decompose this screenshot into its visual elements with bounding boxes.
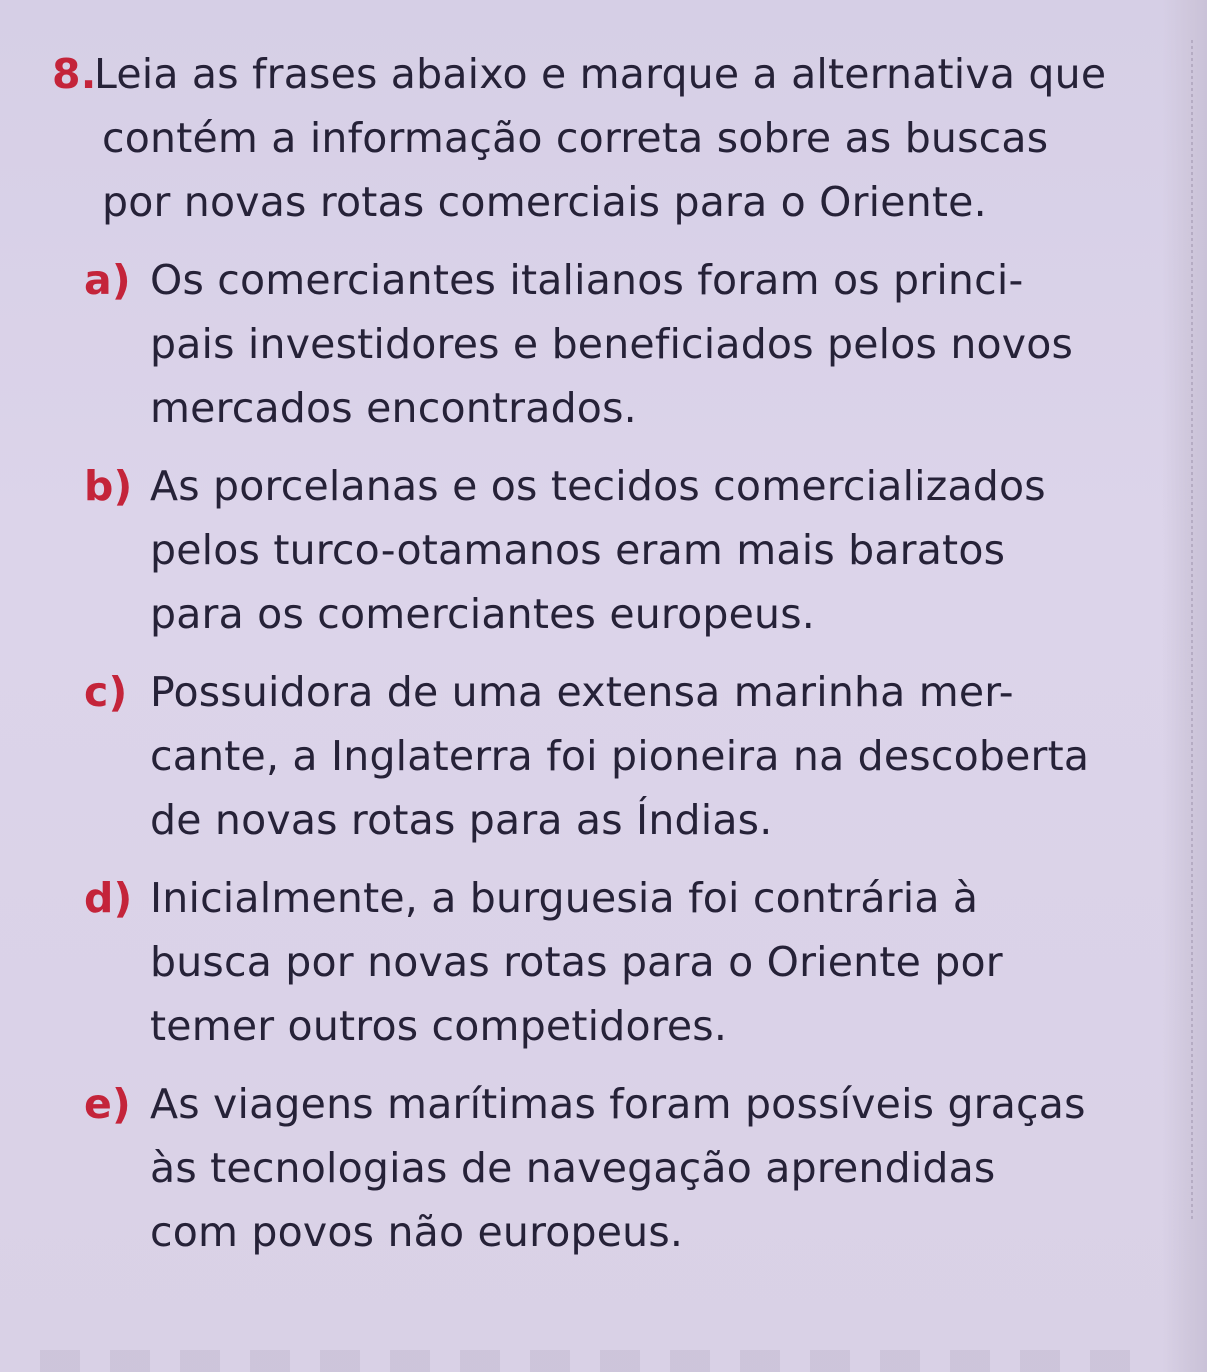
page-edge-shadow: [1162, 0, 1207, 1372]
option-text: As viagens marítimas foram possíveis graças: [150, 1080, 1086, 1128]
option-b[interactable]: [52, 454, 1152, 646]
option-letter-e: e): [84, 1080, 131, 1128]
option-line: para os comerciantes europeus.: [150, 590, 816, 638]
option-line: [52, 1072, 1152, 1136]
option-line: às tecnologias de navegação aprendidas: [150, 1144, 996, 1192]
stem-line: contém a informação correta sobre as buscas: [102, 114, 1049, 162]
page-edge-line: [1191, 40, 1193, 1220]
option-line: de novas rotas para as Índias.: [150, 796, 773, 844]
option-line: pelos turco-otamanos eram mais baratos: [150, 526, 1006, 574]
stem-line: por novas rotas comerciais para o Oriente.: [102, 178, 987, 226]
option-line: busca por novas rotas para o Oriente por: [150, 938, 1003, 986]
option-letter-b: b): [84, 462, 133, 510]
question-number: 8.: [52, 50, 97, 98]
option-text: Os comerciantes italianos foram os princi-: [150, 256, 1024, 304]
stem-line: [52, 42, 1152, 106]
option-line: [52, 660, 1152, 724]
option-e[interactable]: [52, 1072, 1152, 1264]
option-text: Inicialmente, a burguesia foi contrária à: [150, 874, 979, 922]
option-text: As porcelanas e os tecidos comercializados: [150, 462, 1046, 510]
option-letter-d: d): [84, 874, 133, 922]
option-line: [52, 248, 1152, 312]
option-line: [52, 866, 1152, 930]
option-d[interactable]: [52, 866, 1152, 1058]
option-line: mercados encontrados.: [150, 384, 637, 432]
option-a[interactable]: [52, 248, 1152, 440]
option-line: pais investidores e beneficiados pelos novos: [150, 320, 1074, 368]
option-line: [52, 454, 1152, 518]
question-block: [52, 42, 1152, 1264]
bottom-marks: [40, 1350, 1160, 1372]
option-c[interactable]: [52, 660, 1152, 852]
option-letter-c: c): [84, 668, 128, 716]
option-text: Possuidora de uma extensa marinha mer-: [150, 668, 1014, 716]
question-stem: [52, 42, 1152, 234]
option-line: cante, a Inglaterra foi pioneira na descoberta: [150, 732, 1090, 780]
stem-text: Leia as frases abaixo e marque a alternativa que: [94, 50, 1107, 98]
option-letter-a: a): [84, 256, 131, 304]
option-line: temer outros competidores.: [150, 1002, 728, 1050]
option-line: com povos não europeus.: [150, 1208, 684, 1256]
